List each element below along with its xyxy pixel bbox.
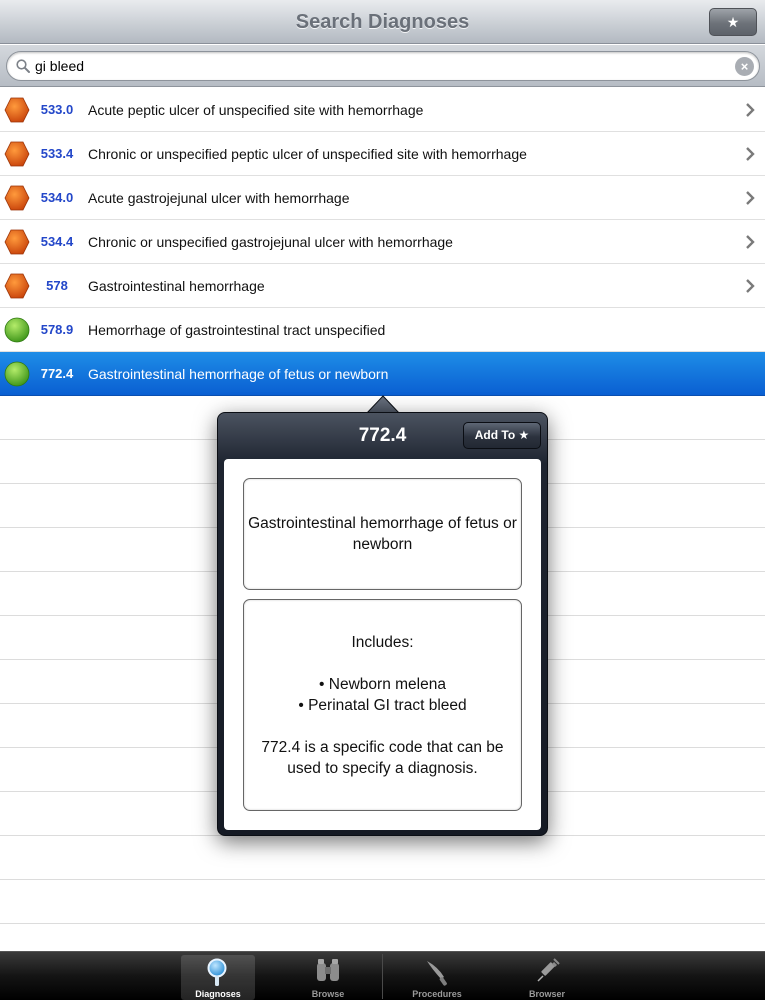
binoculars-icon — [313, 957, 343, 987]
result-description: Gastrointestinal hemorrhage of fetus or newborn — [88, 366, 389, 382]
tab-browse[interactable] — [291, 955, 365, 1000]
result-row-533-4[interactable] — [0, 132, 765, 176]
tab-label: Browse — [311, 989, 345, 999]
empty-row — [0, 836, 765, 880]
result-code: 534.4 — [40, 234, 74, 249]
result-description: Gastrointestinal hemorrhage — [88, 278, 265, 294]
chevron-right-icon — [745, 278, 755, 294]
popover-title: 772.4 — [358, 425, 407, 446]
tab-bar — [0, 951, 765, 1000]
chevron-right-icon — [745, 190, 755, 206]
result-row-534-4[interactable] — [0, 220, 765, 264]
result-description: Acute gastrojejunal ulcer with hemorrhage — [88, 190, 350, 206]
favorites-button[interactable]: ★ — [709, 8, 757, 36]
search-icon — [16, 59, 30, 73]
popover-body — [224, 459, 541, 830]
scalpel-icon — [422, 957, 452, 987]
orange-hexagon-icon — [4, 185, 30, 211]
result-description: Chronic or unspecified gastrojejunal ulcer with hemorrhage — [88, 234, 453, 250]
result-row-533-0[interactable] — [0, 88, 765, 132]
result-row-578[interactable] — [0, 264, 765, 308]
empty-row — [0, 880, 765, 924]
includes-card — [243, 599, 522, 811]
magnifier-icon — [203, 957, 233, 987]
chevron-right-icon — [745, 234, 755, 250]
result-code: 578 — [46, 278, 68, 293]
result-row-534-0[interactable] — [0, 176, 765, 220]
search-input[interactable] — [35, 56, 725, 76]
clear-icon[interactable]: × — [735, 57, 754, 76]
result-description: Chronic or unspecified peptic ulcer of unspecified site with hemorrhage — [88, 146, 527, 162]
page-title: Search Diagnoses — [295, 11, 470, 33]
orange-hexagon-icon — [4, 141, 30, 167]
result-code: 534.0 — [40, 190, 74, 205]
green-circle-icon — [4, 317, 30, 343]
search-bar — [0, 45, 765, 87]
result-code: 533.0 — [40, 102, 74, 117]
tab-label: Browser — [528, 989, 565, 999]
result-code: 772.4 — [40, 366, 74, 381]
tab-diagnoses[interactable] — [181, 955, 255, 1000]
result-code: 578.9 — [40, 322, 74, 337]
code-detail-popover — [217, 412, 548, 836]
orange-hexagon-icon — [4, 97, 30, 123]
result-row-772-4[interactable] — [0, 352, 765, 396]
search-field[interactable] — [6, 51, 760, 81]
code-note: 772.4 is a specific code that can be used to specify a diagnosis. — [261, 738, 504, 777]
navigation-bar — [0, 0, 765, 44]
chevron-right-icon — [745, 146, 755, 162]
result-description: Hemorrhage of gastrointestinal tract unspecified — [88, 322, 386, 338]
orange-hexagon-icon — [4, 273, 30, 299]
tab-procedures[interactable] — [400, 955, 474, 1000]
syringe-icon — [532, 957, 562, 987]
result-code: 533.4 — [40, 146, 74, 161]
includes-item: • Newborn melena — [319, 675, 446, 693]
orange-hexagon-icon — [4, 229, 30, 255]
result-row-578-9[interactable] — [0, 308, 765, 352]
includes-item: • Perinatal GI tract bleed — [298, 696, 467, 714]
tab-label: Procedures — [412, 989, 462, 999]
add-to-favorites-button[interactable]: Add To ★ — [463, 422, 541, 449]
result-description: Acute peptic ulcer of unspecified site with hemorrhage — [88, 102, 424, 118]
tab-browser[interactable] — [510, 955, 584, 1000]
green-circle-icon — [4, 361, 30, 387]
code-description: Gastrointestinal hemorrhage of fetus or newborn — [248, 515, 517, 553]
description-card — [243, 478, 522, 590]
chevron-right-icon — [745, 102, 755, 118]
tab-divider — [382, 954, 383, 999]
tab-label: Diagnoses — [195, 989, 241, 999]
includes-heading: Includes: — [351, 633, 414, 651]
